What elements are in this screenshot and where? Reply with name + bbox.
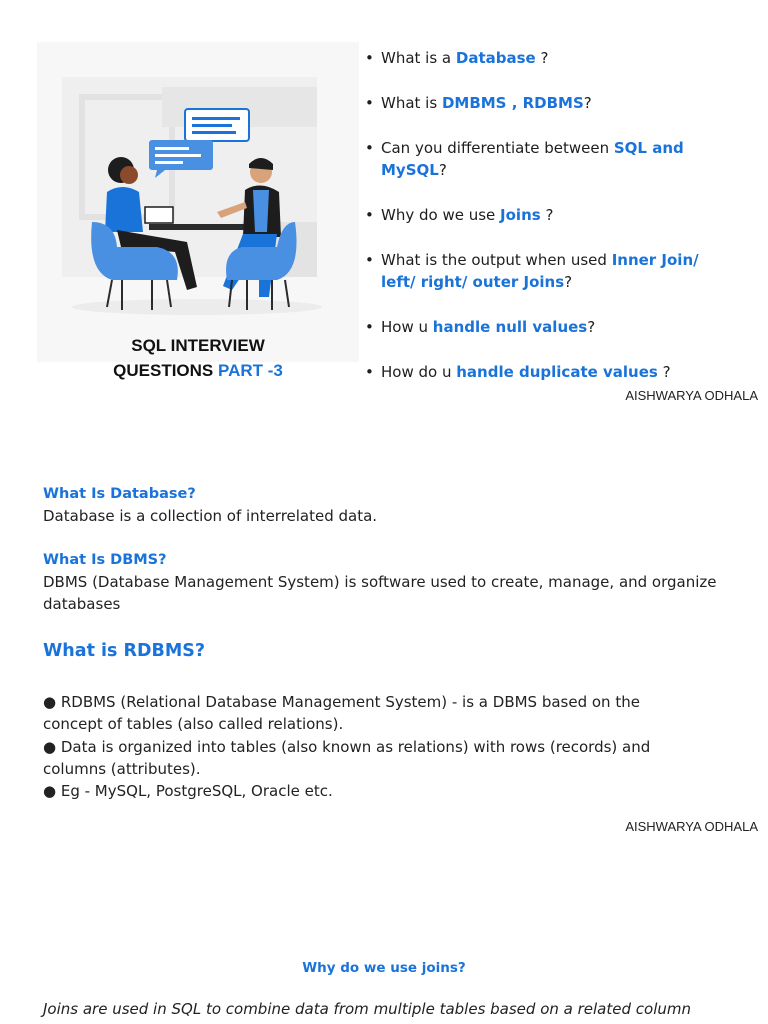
rdbms-heading-wrap <box>43 638 743 664</box>
database-section <box>43 483 743 527</box>
rdbms-heading: What is RDBMS? <box>43 641 206 661</box>
list-item: ● RDBMS (Relational Database Management System) - is a DBMS based on the concept of tables (also called relations). <box>43 693 640 734</box>
dbms-section <box>43 549 743 615</box>
list-item: • How do u handle duplicate values ? <box>362 361 712 383</box>
list-item: • What is a Database ? <box>362 47 712 69</box>
joins-heading: Why do we use joins? <box>302 960 466 976</box>
list-item: ● Eg - MySQL, PostgreSQL, Oracle etc. <box>43 782 333 801</box>
joins-text: Joins are used in SQL to combine data from multiple tables based on a related column <box>43 1000 691 1018</box>
list-item: • What is the output when used Inner Join/ left/ right/ outer Joins? <box>362 249 712 293</box>
title-line-1: SQL INTERVIEW <box>131 336 265 355</box>
title-line-2: QUESTIONS PART -3 <box>113 361 283 380</box>
slide-title <box>37 333 359 383</box>
title-part: PART -3 <box>218 361 283 380</box>
list-item: • What is DMBMS , RDBMS? <box>362 92 712 114</box>
list-item: • How u handle null values? <box>362 316 712 338</box>
database-heading: What Is Database? <box>43 486 196 502</box>
interview-illustration-svg <box>37 42 359 332</box>
list-item: ● Data is organized into tables (also known as relations) with rows (records) and columns (attributes). <box>43 737 651 778</box>
list-item: • Can you differentiate between SQL and MySQL? <box>362 137 712 181</box>
question-list <box>362 47 712 406</box>
interview-illustration <box>37 42 359 362</box>
dbms-answer: DBMS (Database Management System) is software used to create, manage, and organize databases <box>43 573 717 613</box>
dbms-heading: What Is DBMS? <box>43 552 167 568</box>
author-credit: AISHWARYA ODHALA <box>625 819 758 834</box>
speech-bubble-icon <box>185 109 249 141</box>
list-item: • Why do we use Joins ? <box>362 204 712 226</box>
rdbms-bullets <box>43 691 668 802</box>
floor-shadow <box>72 299 322 315</box>
author-credit: AISHWARYA ODHALA <box>625 388 758 403</box>
database-answer: Database is a collection of interrelated data. <box>43 507 378 525</box>
